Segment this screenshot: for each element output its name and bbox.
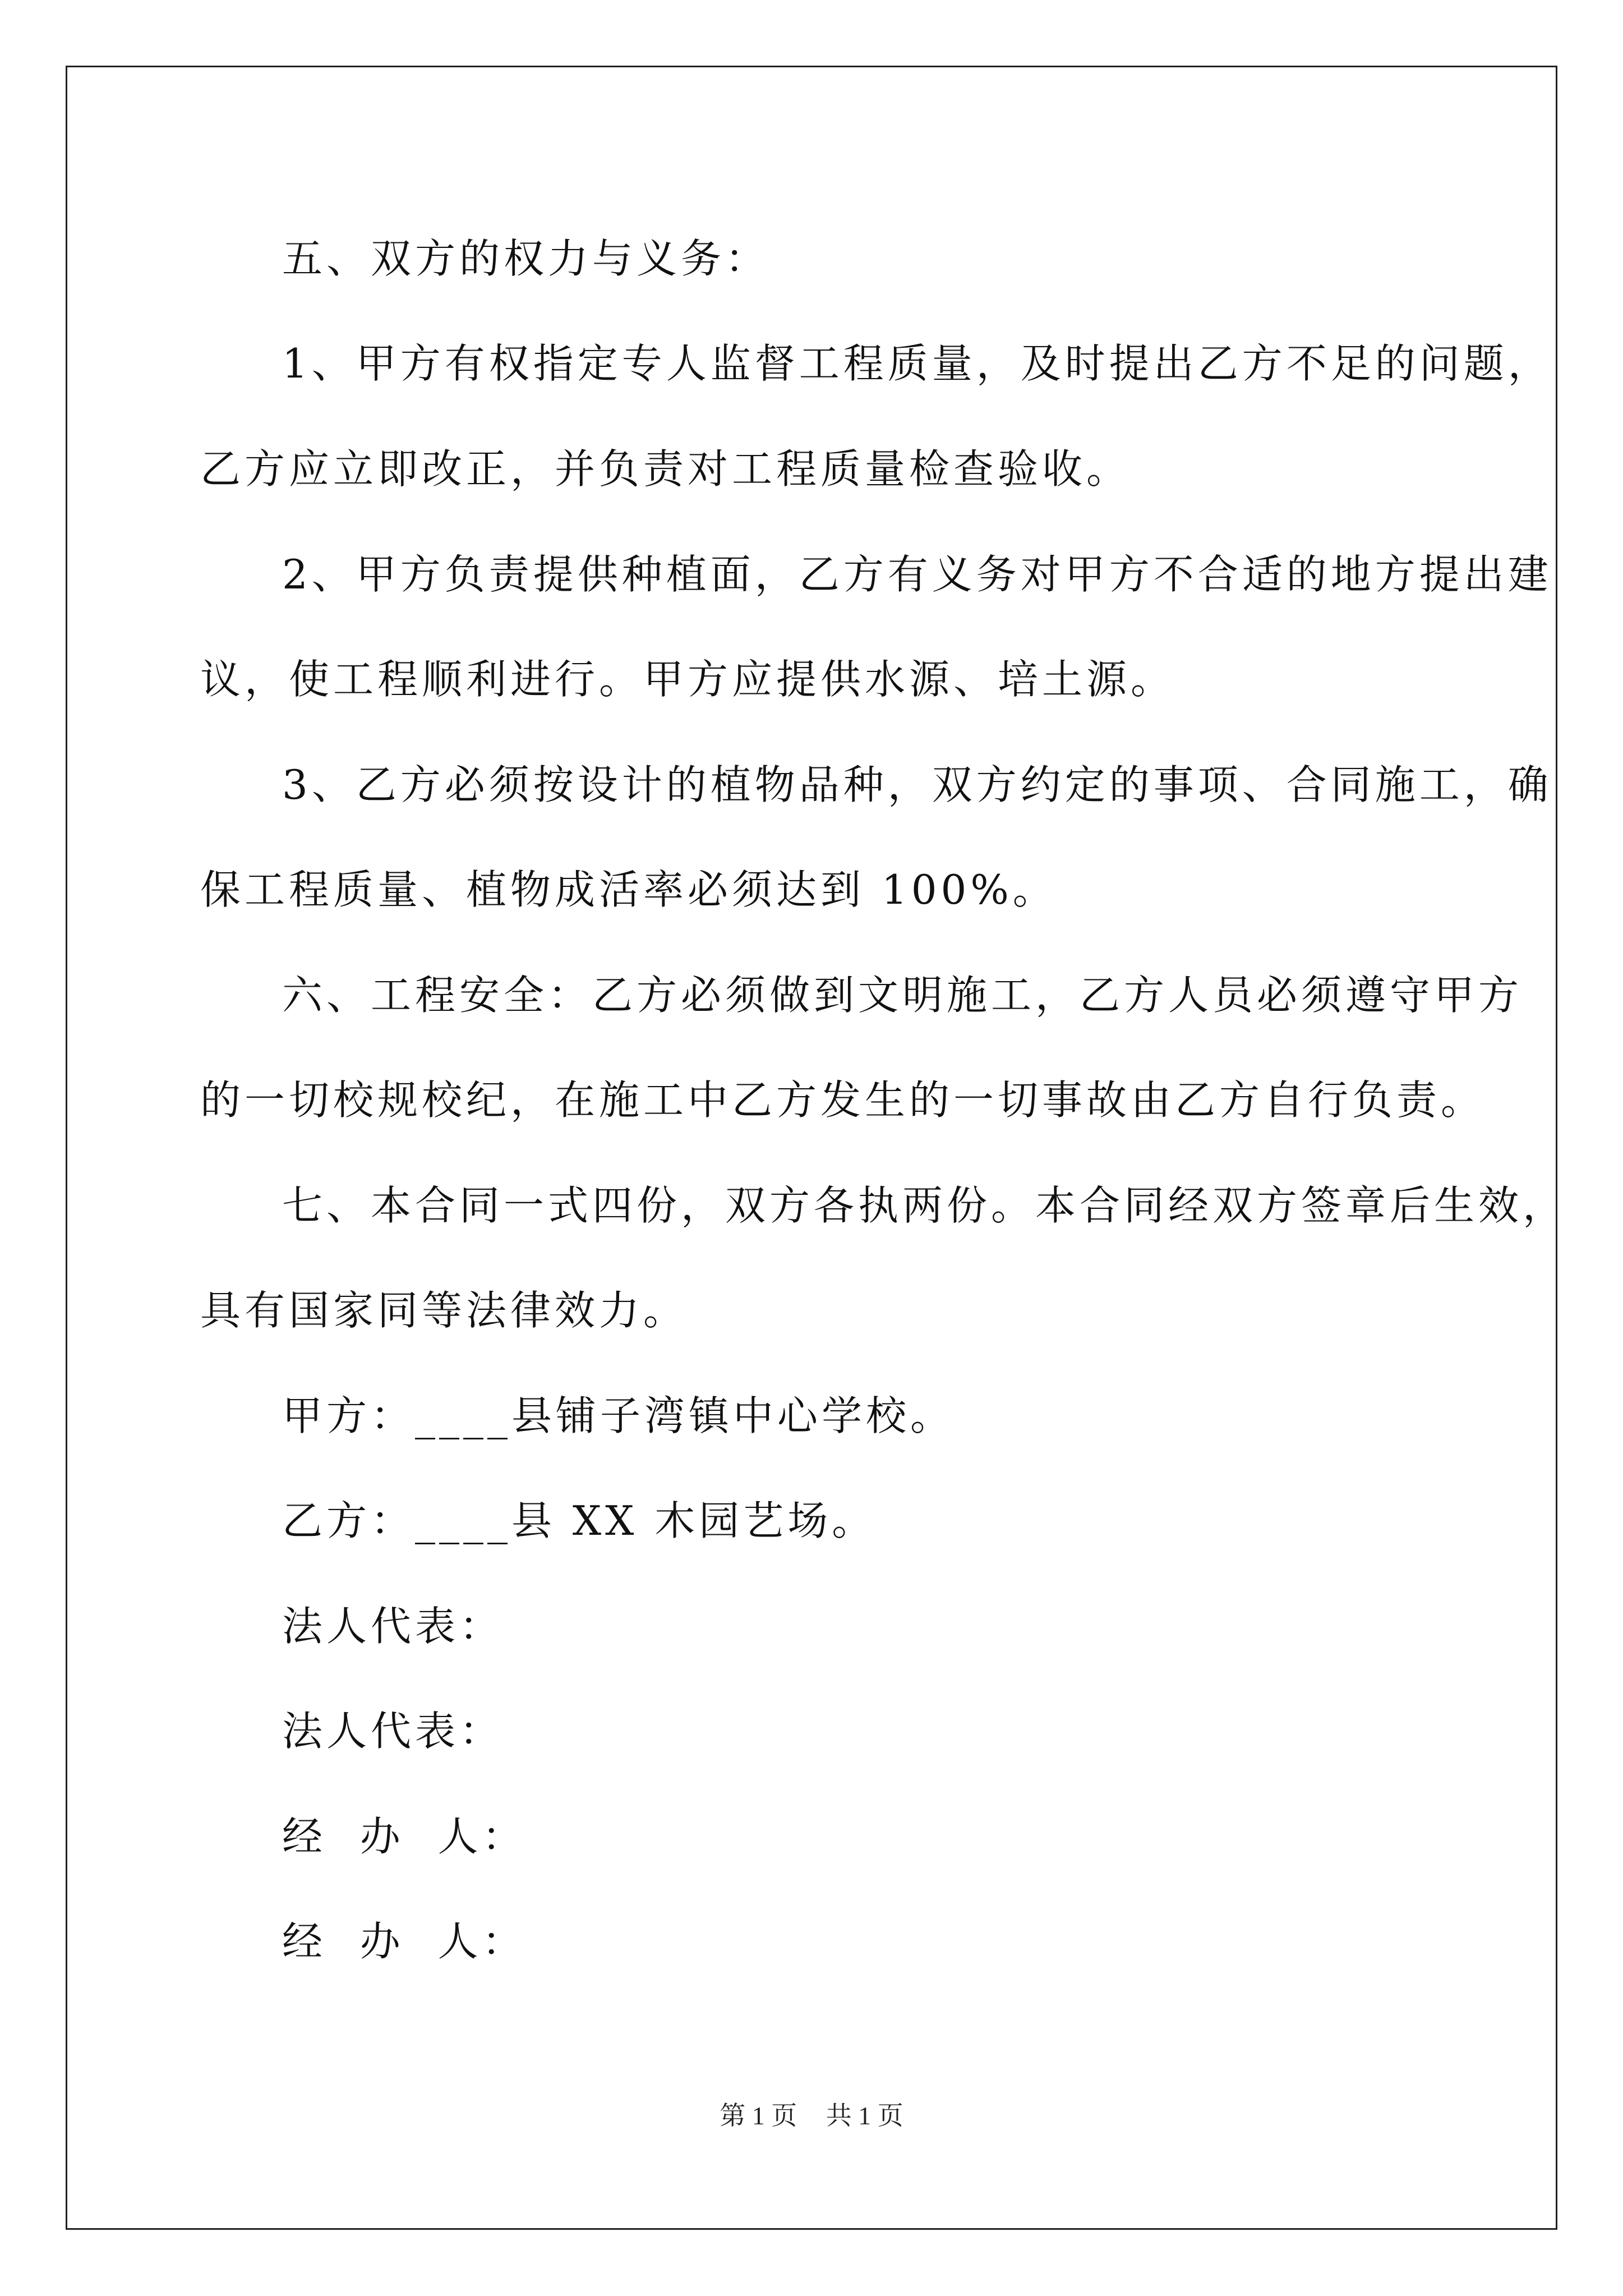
legal-rep-a-line: 法人代表： — [282, 1603, 504, 1650]
party-a-line: 甲方：____县铺子湾镇中心学校。 — [282, 1392, 955, 1439]
section-seven-line-2: 具有国家同等法律效力。 — [200, 1287, 688, 1334]
handler-a-line: 经 办 人： — [282, 1813, 527, 1860]
clause-2-line-2: 议，使工程顺利进行。甲方应提供水源、培土源。 — [200, 656, 1175, 703]
page-footer — [0, 2095, 1623, 2132]
page-total: 共 1 页 — [826, 2101, 903, 2130]
clause-1-line-1: 1、甲方有权指定专人监督工程质量，及时提出乙方不足的问题， — [282, 340, 1552, 387]
handler-b-line: 经 办 人： — [282, 1918, 527, 1965]
page-number: 第 1 页 — [720, 2101, 797, 2130]
section-five-heading: 五、双方的权力与义务： — [282, 235, 770, 282]
clause-3-line-1: 3、乙方必须按设计的植物品种，双方约定的事项、合同施工，确 — [282, 761, 1552, 808]
legal-rep-b-line: 法人代表： — [282, 1708, 504, 1755]
clause-2-line-1: 2、甲方负责提供种植面，乙方有义务对甲方不合适的地方提出建 — [282, 551, 1552, 598]
section-seven-line-1: 七、本合同一式四份，双方各执两份。本合同经双方签章后生效， — [282, 1182, 1567, 1229]
clause-3-line-2: 保工程质量、植物成活率必须达到 100%。 — [200, 866, 1057, 913]
clause-1-line-2: 乙方应立即改正，并负责对工程质量检查验收。 — [200, 445, 1131, 493]
page-border — [66, 66, 1557, 2230]
section-six-line-1: 六、工程安全：乙方必须做到文明施工，乙方人员必须遵守甲方 — [282, 972, 1523, 1019]
party-b-line: 乙方：____县 XX 木园艺场。 — [282, 1497, 877, 1544]
section-six-line-2: 的一切校规校纪，在施工中乙方发生的一切事故由乙方自行负责。 — [200, 1076, 1486, 1124]
